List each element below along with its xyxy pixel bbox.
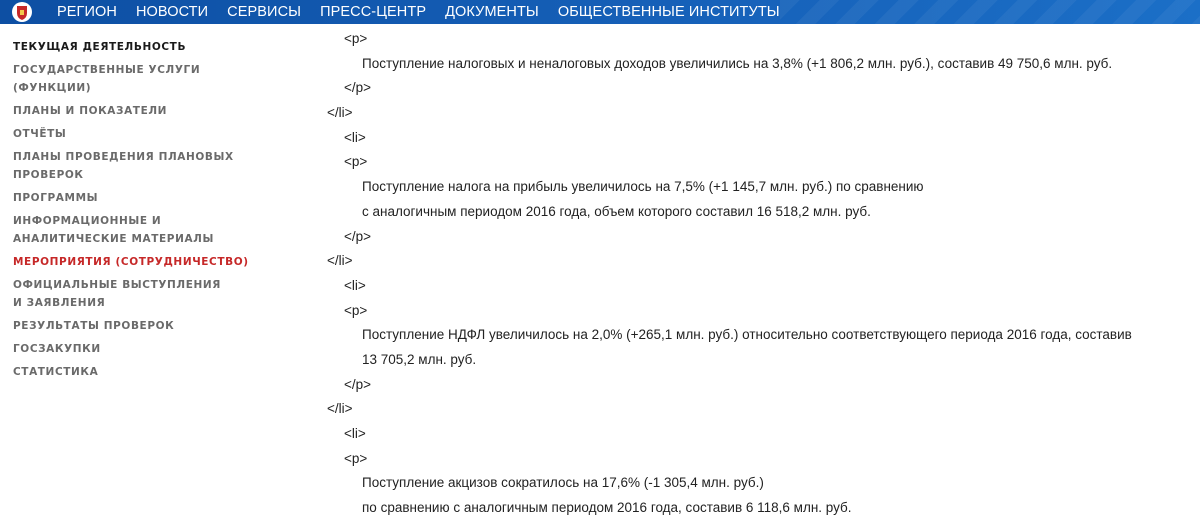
paragraph-text: с аналогичным периодом 2016 года, объем которого составил 16 518,2 млн. руб. [362, 203, 871, 219]
nav-item-public-institutions[interactable]: ОБЩЕСТВЕННЫЕ ИНСТИТУТЫ [557, 4, 780, 20]
sidebar-item-plans-indicators[interactable]: ПЛАНЫ И ПОКАЗАТЕЛИ [13, 105, 168, 117]
sidebar-item-reports[interactable]: ОТЧЁТЫ [13, 128, 67, 140]
sidebar-item-statistics[interactable]: СТАТИСТИКА [13, 366, 99, 378]
nav-item-region[interactable]: РЕГИОН [57, 4, 117, 20]
tag-li-close: </li> [327, 253, 353, 269]
tag-li-close: </li> [327, 105, 353, 121]
sidebar-item-analytical-materials[interactable]: ИНФОРМАЦИОННЫЕ И АНАЛИТИЧЕСКИЕ МАТЕРИАЛЫ [13, 215, 214, 245]
nav-item-services[interactable]: СЕРВИСЫ [227, 4, 302, 20]
tag-li-close: </li> [327, 401, 353, 417]
tag-p-open: <p> [344, 154, 368, 170]
sidebar-item-inspection-results[interactable]: РЕЗУЛЬТАТЫ ПРОВЕРОК [13, 320, 175, 332]
sidebar-item-official-statements[interactable]: ОФИЦИАЛЬНЫЕ ВЫСТУПЛЕНИЯ И ЗАЯВЛЕНИЯ [13, 279, 221, 309]
sidebar-menu [13, 38, 263, 386]
main-nav [57, 0, 799, 24]
sidebar-item-state-services[interactable]: ГОСУДАРСТВЕННЫЕ УСЛУГИ (ФУНКЦИИ) [13, 64, 201, 94]
nav-item-press-center[interactable]: ПРЕСС-ЦЕНТР [320, 4, 427, 20]
sidebar-item-programs[interactable]: ПРОГРАММЫ [13, 192, 99, 204]
coat-of-arms-icon[interactable] [8, 0, 36, 24]
paragraph-text: Поступление акцизов сократилось на 17,6% (-1 305,4 млн. руб.) [362, 475, 764, 491]
tag-p-open: <p> [344, 31, 368, 46]
tag-p-close: </p> [344, 228, 372, 244]
tag-p-close: </p> [344, 80, 372, 96]
sidebar-item-inspection-plans[interactable]: ПЛАНЫ ПРОВЕДЕНИЯ ПЛАНОВЫХ ПРОВЕРОК [13, 151, 234, 181]
tag-p-close: </p> [344, 376, 372, 392]
sidebar-item-procurement[interactable]: ГОСЗАКУПКИ [13, 343, 101, 355]
paragraph-text: по сравнению с аналогичным периодом 2016 года, составив 6 118,6 млн. руб. [362, 500, 852, 516]
tag-p-open: <p> [344, 302, 368, 318]
tag-li-open: <li> [344, 129, 366, 145]
nav-item-news[interactable]: НОВОСТИ [135, 4, 209, 20]
tag-p-open: <p> [344, 450, 368, 466]
top-navigation-bar [0, 0, 1200, 24]
paragraph-text: Поступление налоговых и неналоговых доходов увеличились на 3,8% (+1 806,2 млн. руб.), составив 49 750,6 млн. руб. [362, 55, 1113, 71]
sidebar-item-events-cooperation[interactable]: МЕРОПРИЯТИЯ (СОТРУДНИЧЕСТВО) [13, 256, 249, 268]
tag-li-open: <li> [344, 426, 366, 441]
paragraph-text: 13 705,2 млн. руб. [362, 351, 477, 367]
paragraph-text: Поступление НДФЛ увеличилось на 2,0% (+265,1 млн. руб.) относительно соответствующего периода 2016 года, составив [362, 327, 1132, 343]
nav-item-documents[interactable]: ДОКУМЕНТЫ [445, 4, 539, 20]
article-content [327, 27, 1187, 521]
tag-li-open: <li> [344, 277, 366, 293]
sidebar-item-current-activity[interactable]: ТЕКУЩАЯ ДЕЯТЕЛЬНОСТЬ [13, 41, 187, 53]
paragraph-text: Поступление налога на прибыль увеличилось на 7,5% (+1 145,7 млн. руб.) по сравнению [362, 179, 924, 195]
